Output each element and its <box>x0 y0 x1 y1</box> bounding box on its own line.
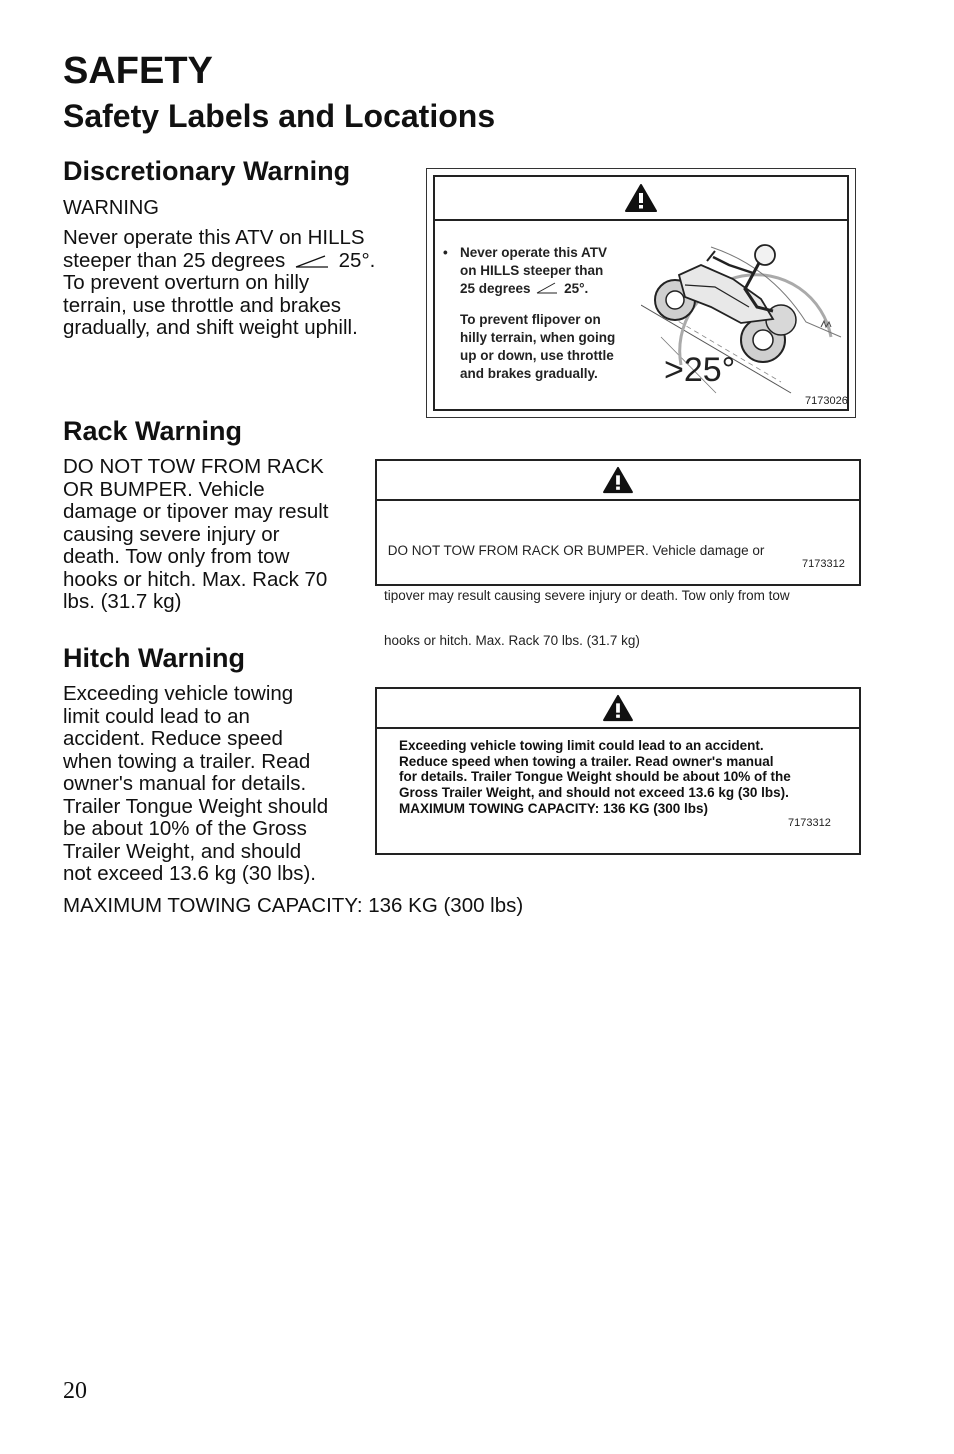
hitch-label-text: Exceeding vehicle towing limit could lead to an accident. Reduce speed when towing a trailer. Read owner's manual for details. Trailer Tongue Weight should be about 10% of the Gross Trailer Weight, and should not exceed 13.6 kg (30 lbs). MAXIMUM TOWING CAPACITY: 136 KG (300 lbs) <box>399 738 791 816</box>
rack-label-text: DO NOT TOW FROM RACK OR BUMPER. Vehicle damage or tipover may result causing severe injury or death. Tow only from tow hooks or hitch. Max. Rack 70 lbs. (31.7 kg) <box>384 543 790 648</box>
label-header <box>377 689 859 729</box>
label-code: 7173312 <box>788 817 831 829</box>
hitch-max-capacity: MAXIMUM TOWING CAPACITY: 136 KG (300 lbs) <box>63 894 524 917</box>
page-title: SAFETY <box>63 50 213 92</box>
angle-icon <box>536 282 558 294</box>
rack-text: DO NOT TOW FROM RACK OR BUMPER. Vehicle damage or tipover may result causing severe injury or death. Tow only from tow hooks or hitch. Max. Rack 70 lbs. (31.7 kg) <box>63 455 329 613</box>
label-sub-text: To prevent flipover on hilly terrain, when going up or down, use throttle and brakes gradually. <box>460 312 616 381</box>
label-header <box>377 461 859 501</box>
hitch-text: Exceeding vehicle towing limit could lead to an accident. Reduce speed when towing a trailer. Read owner's manual for details. Trailer Tongue Weight should be about 10% of the Gross Trailer Weight, and should not exceed 13.6 kg (30 lbs). <box>63 682 329 885</box>
hill-warning-label <box>433 175 849 411</box>
label-bullet-text: • Never operate this ATV on HILLS steeper than 25 degrees 25°. <box>443 245 608 296</box>
hitch-warning-label <box>375 687 861 855</box>
rack-warning-label <box>375 459 861 648</box>
label-code: 7173026 <box>805 395 848 407</box>
hitch-heading: Hitch Warning <box>63 643 245 673</box>
angle-icon <box>295 254 329 268</box>
discretionary-heading: Discretionary Warning <box>63 156 351 186</box>
page-number: 20 <box>63 1378 87 1404</box>
warning-triangle-icon <box>602 694 634 722</box>
discretionary-kicker: WARNING <box>63 197 159 219</box>
section-title: Safety Labels and Locations <box>63 98 496 134</box>
rack-heading: Rack Warning <box>63 416 243 446</box>
warning-triangle-icon <box>602 466 634 494</box>
angle-readout: >25° <box>664 351 736 389</box>
label-code: 7173312 <box>802 558 845 570</box>
label-header <box>435 177 847 221</box>
discretionary-text: Never operate this ATV on HILLS steeper than 25 degrees 25°. To prevent overturn on hilly terrain, use throttle and brakes gradually, and shift weight uphill. <box>63 226 376 339</box>
warning-triangle-icon <box>624 183 658 213</box>
